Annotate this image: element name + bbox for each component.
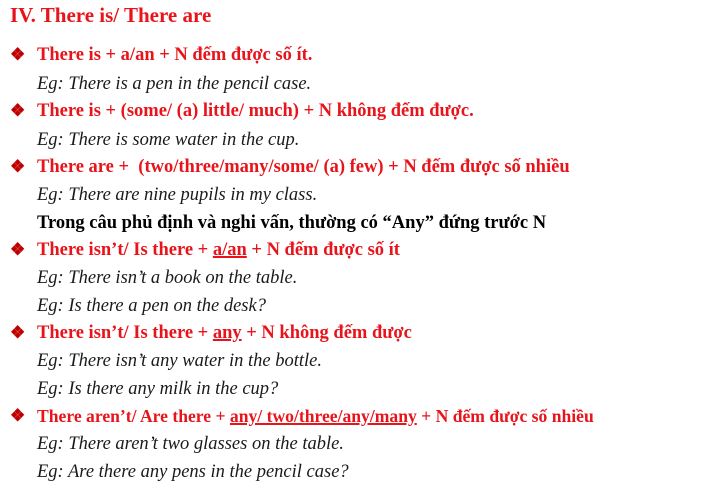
diamond-bullet-icon: ❖ (10, 45, 26, 64)
rule-line (10, 98, 474, 124)
note-line (10, 210, 546, 236)
example-line (10, 265, 297, 291)
rule-text: There is + (some/ (a) little/ much) + N không đếm được. (37, 101, 474, 121)
rule-text: There are + (two/three/many/some/ (a) few) + N đếm được số nhiều (37, 157, 570, 177)
example-text: Eg: There is a pen in the pencil case. (37, 74, 312, 94)
diamond-bullet-icon: ❖ (10, 406, 26, 425)
rule-text (37, 406, 594, 426)
example-line (10, 182, 317, 208)
example-text: Eg: There aren’t two glasses on the table. (37, 434, 344, 454)
rule-part: There isn’t/ Is there + (37, 240, 213, 260)
section-title: IV. There is/ There are (10, 3, 212, 27)
example-line (10, 348, 322, 374)
rule-text (37, 240, 400, 260)
example-line (10, 71, 311, 97)
example-text: Eg: Are there any pens in the pencil case? (37, 462, 349, 482)
example-text: Eg: Is there any milk in the cup? (37, 379, 279, 399)
rule-line (10, 320, 412, 346)
diamond-bullet-icon: ❖ (10, 323, 26, 342)
rule-line (10, 42, 312, 68)
rule-line (10, 154, 570, 180)
example-text: Eg: Is there a pen on the desk? (37, 296, 266, 316)
rule-part: + N không đếm được (241, 323, 412, 343)
rule-underlined-part: any/ two/three/any/many (229, 406, 417, 426)
rule-part: There aren’t/ Are there + (37, 406, 230, 426)
rule-text: There is + a/an + N đếm được số ít. (37, 45, 313, 65)
rule-underlined-part: any (212, 323, 242, 343)
example-line (10, 376, 278, 402)
rule-part: + N đếm được số ít (246, 240, 400, 260)
rule-part: There isn’t/ Is there + (37, 323, 213, 343)
rule-text (37, 323, 412, 343)
example-text: Eg: There are nine pupils in my class. (37, 185, 318, 205)
note-text: Trong câu phủ định và nghi vấn, thường có “Any” đứng trước N (37, 213, 547, 233)
diamond-bullet-icon: ❖ (10, 240, 26, 259)
rule-line (10, 403, 594, 429)
diamond-bullet-icon: ❖ (10, 157, 26, 176)
example-text: Eg: There is some water in the cup. (37, 130, 300, 150)
example-line (10, 459, 349, 485)
example-text: Eg: There isn’t a book on the table. (37, 268, 298, 288)
example-line (10, 293, 266, 319)
example-line (10, 431, 344, 457)
example-text: Eg: There isn’t any water in the bottle. (37, 351, 322, 371)
rule-underlined-part: a/an (212, 240, 247, 260)
rule-line (10, 237, 400, 263)
diamond-bullet-icon: ❖ (10, 101, 26, 120)
rule-part: + N đếm được số nhiều (416, 406, 594, 426)
example-line (10, 127, 299, 153)
